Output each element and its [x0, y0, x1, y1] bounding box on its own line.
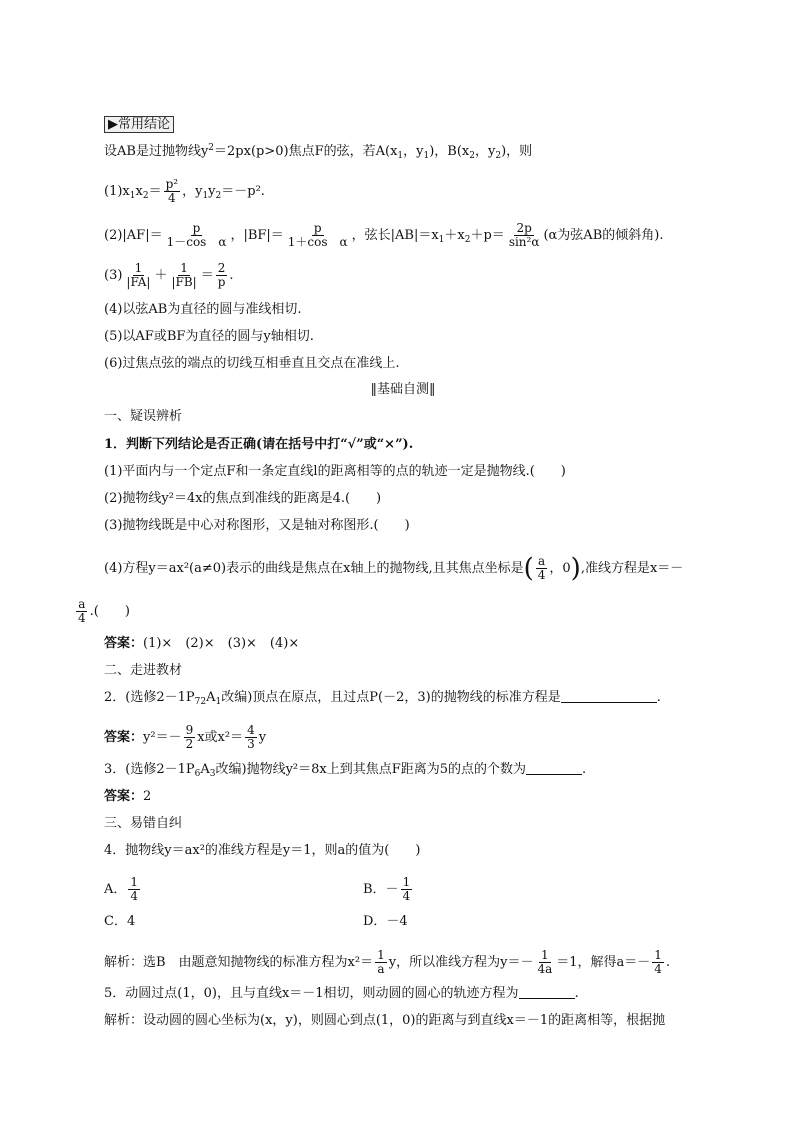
- fraction: $\frac{1}{4a}$: [537, 948, 553, 976]
- solution-4: 解析：选B 由题意知抛物线的标准方程为x²＝ $\frac{1}{a}$ y，所以准线方程为y＝－ $\frac{1}{4a}$ ＝1，解得a＝－ $\frac{1}{4}$ .: [104, 948, 671, 976]
- fraction: $\frac{1}{4}$: [654, 948, 662, 976]
- question-2: 2．(选修$2-1P_{72}A_1$改编)顶点在原点，且过点P(－2，3)的抛物线的标准方程是 .: [104, 690, 661, 707]
- conclusion-5: (5)以AF或BF为直径的圆与y轴相切.: [104, 329, 314, 344]
- solution-5: 解析：设动圆的圆心坐标为(x，y)，则圆心到点(1，0)的距离与到直线x＝－1的距离相等，根据抛: [104, 1013, 666, 1028]
- question-1-item-4-cont: $\frac{a}{4}$ .( ): [78, 597, 130, 625]
- conclusion-1: $(1)x_1x_2=$ $\frac{\text{p²}}{4}$ ，$y_1y_2=-p^2$.: [104, 177, 265, 205]
- self-test-title: ‖基础自测‖: [370, 382, 436, 397]
- option-c[interactable]: C．4: [104, 914, 136, 929]
- option-d[interactable]: D．－4: [363, 914, 408, 929]
- part-1-title: 一、疑误辨析: [104, 409, 183, 424]
- answer-blank[interactable]: [526, 762, 582, 775]
- fraction: $\frac{1}{4}$: [402, 875, 411, 903]
- question-3: 3．(选修$2-1P_6A_3$改编)抛物线y²＝8x上到其焦点F距离为5的点的个数为 .: [104, 762, 587, 779]
- option-a[interactable]: A． $\frac{1}{4}$: [104, 875, 139, 903]
- answer-blank[interactable]: [561, 690, 657, 703]
- fraction: $\frac{2p}{\text{sin²α}}$: [508, 221, 540, 249]
- fraction: $\frac{a}{4}$: [537, 554, 546, 582]
- part-3-title: 三、易错自纠: [104, 816, 183, 831]
- fraction: $\frac{p}{\text{1－cos α}}$: [166, 221, 227, 249]
- intro-line: 设AB是过抛物线$y^2=2px(p>0)$焦点F的弦，若$A(x_1$，$y_1$)，$B(x_2$，$y_2$)，则: [104, 143, 533, 161]
- section-tag: ▶常用结论: [104, 116, 174, 133]
- question-1-item-1: (1)平面内与一个定点F和一条定直线l的距离相等的点的轨迹一定是抛物线.( ): [104, 464, 566, 479]
- fraction: $\frac{4}{3}$: [247, 723, 255, 751]
- answer-1: 答案：(1)× (2)× (3)× (4)×: [104, 636, 300, 651]
- option-b[interactable]: B．－ $\frac{1}{4}$: [363, 875, 411, 903]
- answer-blank[interactable]: [519, 986, 575, 999]
- conclusion-4: (4)以弦AB为直径的圆与准线相切.: [104, 302, 302, 317]
- section-tag-line: [104, 116, 174, 133]
- fraction: $\frac{2}{p}$: [217, 261, 226, 289]
- conclusion-2: (2)|AF|＝ $\frac{p}{\text{1－cos α}}$ ，|BF|＝ $\frac{p}{\text{1＋cos α}}$ ，弦长$|AB|=x_1+x_2+p=$ $\frac{2p}{\text{sin²α}}$ (α为弦AB的倾斜角).: [104, 221, 664, 249]
- question-4: 4．抛物线y＝ax²的准线方程是y＝1，则a的值为( ): [104, 843, 421, 858]
- fraction: $\frac{9}{2}$: [185, 723, 194, 751]
- fraction: $\frac{1}{4}$: [130, 875, 139, 903]
- conclusion-3: (3) $\frac{1}{|FA|}$ ＋ $\frac{1}{|FB|}$ ＝ $\frac{2}{p}$ .: [104, 261, 234, 289]
- fraction: $\frac{1}{|FB|}$: [171, 261, 197, 289]
- fraction: $\frac{\text{p²}}{4}$: [165, 177, 179, 205]
- part-2-title: 二、走进教材: [104, 663, 183, 678]
- question-1-item-2: (2)抛物线y²＝4x的焦点到准线的距离是4.( ): [104, 491, 382, 506]
- question-1: 1．判断下列结论是否正确(请在括号中打“√”或“×”).: [104, 437, 414, 452]
- fraction: $\frac{p}{\text{1＋cos α}}$: [287, 221, 348, 249]
- conclusion-6: (6)过焦点弦的端点的切线互相垂直且交点在准线上.: [104, 356, 400, 371]
- answer-3: 答案：2: [104, 789, 152, 804]
- fraction: $\frac{1}{a}$: [377, 948, 385, 976]
- answer-2: 答案：y²＝－ $\frac{9}{2}$ x或x²＝ $\frac{4}{3}$ y: [104, 723, 267, 751]
- fraction: $\frac{1}{|FA|}$: [126, 261, 151, 289]
- question-5: 5．动圆过点(1，0)，且与直线x＝－1相切，则动圆的圆心的轨迹方程为 .: [104, 986, 579, 1001]
- question-1-item-4: (4)方程y＝ax²(a≠0)表示的曲线是焦点在x轴上的抛物线,且其焦点坐标是( $\frac{a}{4}$ ，0),准线方程是x＝－: [104, 553, 684, 584]
- fraction: $\frac{a}{4}$: [78, 597, 86, 625]
- question-1-item-3: (3)抛物线既是中心对称图形，又是轴对称图形.( ): [104, 518, 410, 533]
